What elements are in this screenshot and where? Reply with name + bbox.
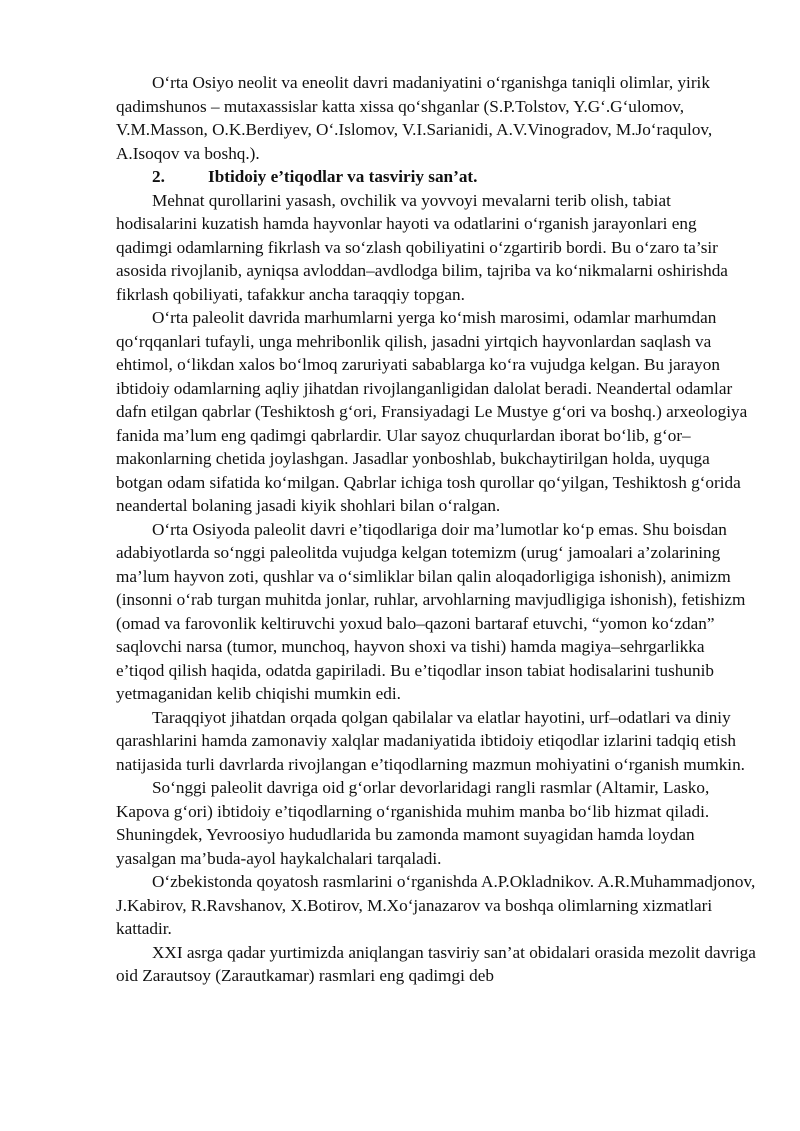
intro-paragraph: O‘rta Osiyo neolit va eneolit davri madaniyatini o‘rganishga taniqli olimlar, yirik qadimshunos – mutaxassislar katta xissa qo‘shganlar (S.P.Tolstov, Y.G‘.G‘ulomov, V.M.Masson, O.K.Berdiyev, O‘.Islomov, V.I.Sarianidi, A.V.Vinogradov, M.Jo‘raqulov, A.Isoqov va boshq.).	[116, 73, 713, 163]
paragraph-2: O‘rta paleolit davrida marhumlarni yerga ko‘mish marosimi, odamlar marhumdan qo‘rqqanlari tufayli, unga mehribonlik qilish, jasadni yirtqich hayvonlardan saqlash va ehtimol, o‘likdan xalos bo‘lmoq zaruriyati sabablarga ko‘ra vujudga kelgan. Bu jarayon ibtidoiy odamlarning aqliy jihatdan rivojlanganligidan dalolat beradi. Neandertal odamlar dafn etilgan qabrlar (Teshiktosh g‘ori, Fransiyadagi Le Mustye g‘ori va boshq.) arxeologiya fanida ma’lum eng qadimgi qabrlardir. Ular sayoz chuqurlardan iborat bo‘lib, g‘or– makonlarning chetida joylashgan. Jasadlar yonboshlab, bukchaytirilgan holda, uyquga botgan odam sifatida ko‘milgan. Qabrlar ichiga tosh qurollar qo‘yilgan, Teshiktosh g‘orida neandertal bolaning jasadi kiyik shohlari bilan o‘ralgan.	[116, 308, 748, 515]
document-page	[116, 71, 756, 988]
paragraph-1: Mehnat qurollarini yasash, ovchilik va yovvoyi mevalarni terib olish, tabiat hodisalarini kuzatish hamda hayvonlar hayoti va odatlarini o‘rganish jarayonlari eng qadimgi odamlarning fikrlash va so‘zlash qobiliyatini o‘zgartirib bordi. Bu o‘zaro ta’sir asosida rivojlanib, ayniqsa avloddan–avdlodga bilim, tajriba va ko‘nikmalarni oshirishda fikrlash qobiliyati, tafakkur ancha taraqqiy topgan.	[116, 190, 728, 304]
paragraph-7: XXI asrga qadar yurtimizda aniqlangan tasviriy san’at obidalari orasida mezolit davriga oid Zarautsoy (Zarautkamar) rasmlari eng qadimgi deb	[116, 942, 756, 985]
paragraph-5: So‘nggi paleolit davriga oid g‘orlar devorlaridagi rangli rasmlar (Altamir, Lasko, Kapova g‘ori) ibtidoiy e’tiqodlarning o‘rganishida muhim manba bo‘lib hizmat qiladi. Shuningdek, Yevroosiyo hududlarida bu zamonda mamont suyagidan hamda loydan yasalgan ma’buda-ayol haykalchalari tarqaladi.	[116, 778, 710, 868]
paragraph-4: Taraqqiyot jihatdan orqada qolgan qabilalar va elatlar hayotini, urf–odatlari va diniy qarashlarini hamda zamonaviy xalqlar madaniyatida ibtidoiy etiqodlar izlarini tadqiq etish natijasida turli davrlarda rivojlangan e’tiqodlarning mazmun mohiyatini o‘rganish mumkin.	[116, 707, 745, 774]
paragraph-3: O‘rta Osiyoda paleolit davri e’tiqodlariga doir ma’lumotlar ko‘p emas. Shu boisdan adabiyotlarda so‘nggi paleolitda vujudga kelgan totemizm (urug‘ jamoalari a’zolarining ma’lum hayvon zoti, qushlar va o‘simliklar bilan qalin aloqadorligiga ishonish), animizm (insonni o‘rab turgan muhitda jonlar, ruhlar, arvohlarning mavjudligiga ishonish), fetishizm (omad va farovonlik keltiruvchi yoxud balo–qazoni bartaraf etuvchi, “yomon ko‘zdan” saqlovchi narsa (tumor, munchoq, hayvon shoxi va tishi) hamda magiya–sehrgarlikka e’tiqod qilish haqida, odatda gapiriladi. Bu e’tiqodlar inson tabiat hodisalarini tushunib yetmaganidan kelib chiqishi mumkin edi.	[116, 519, 746, 703]
section-heading	[116, 165, 756, 189]
section-title: Ibtidoiy e’tiqodlar va tasviriy san’at.	[208, 167, 478, 186]
paragraph-6: O‘zbekistonda qoyatosh rasmlarini o‘rganishda A.P.Okladnikov. A.R.Muhammadjonov, J.Kabirov, R.Ravshanov, X.Botirov, M.Xo‘janazarov va boshqa olimlarning xizmatlari kattadir.	[116, 872, 756, 938]
section-number: 2.	[152, 167, 165, 186]
